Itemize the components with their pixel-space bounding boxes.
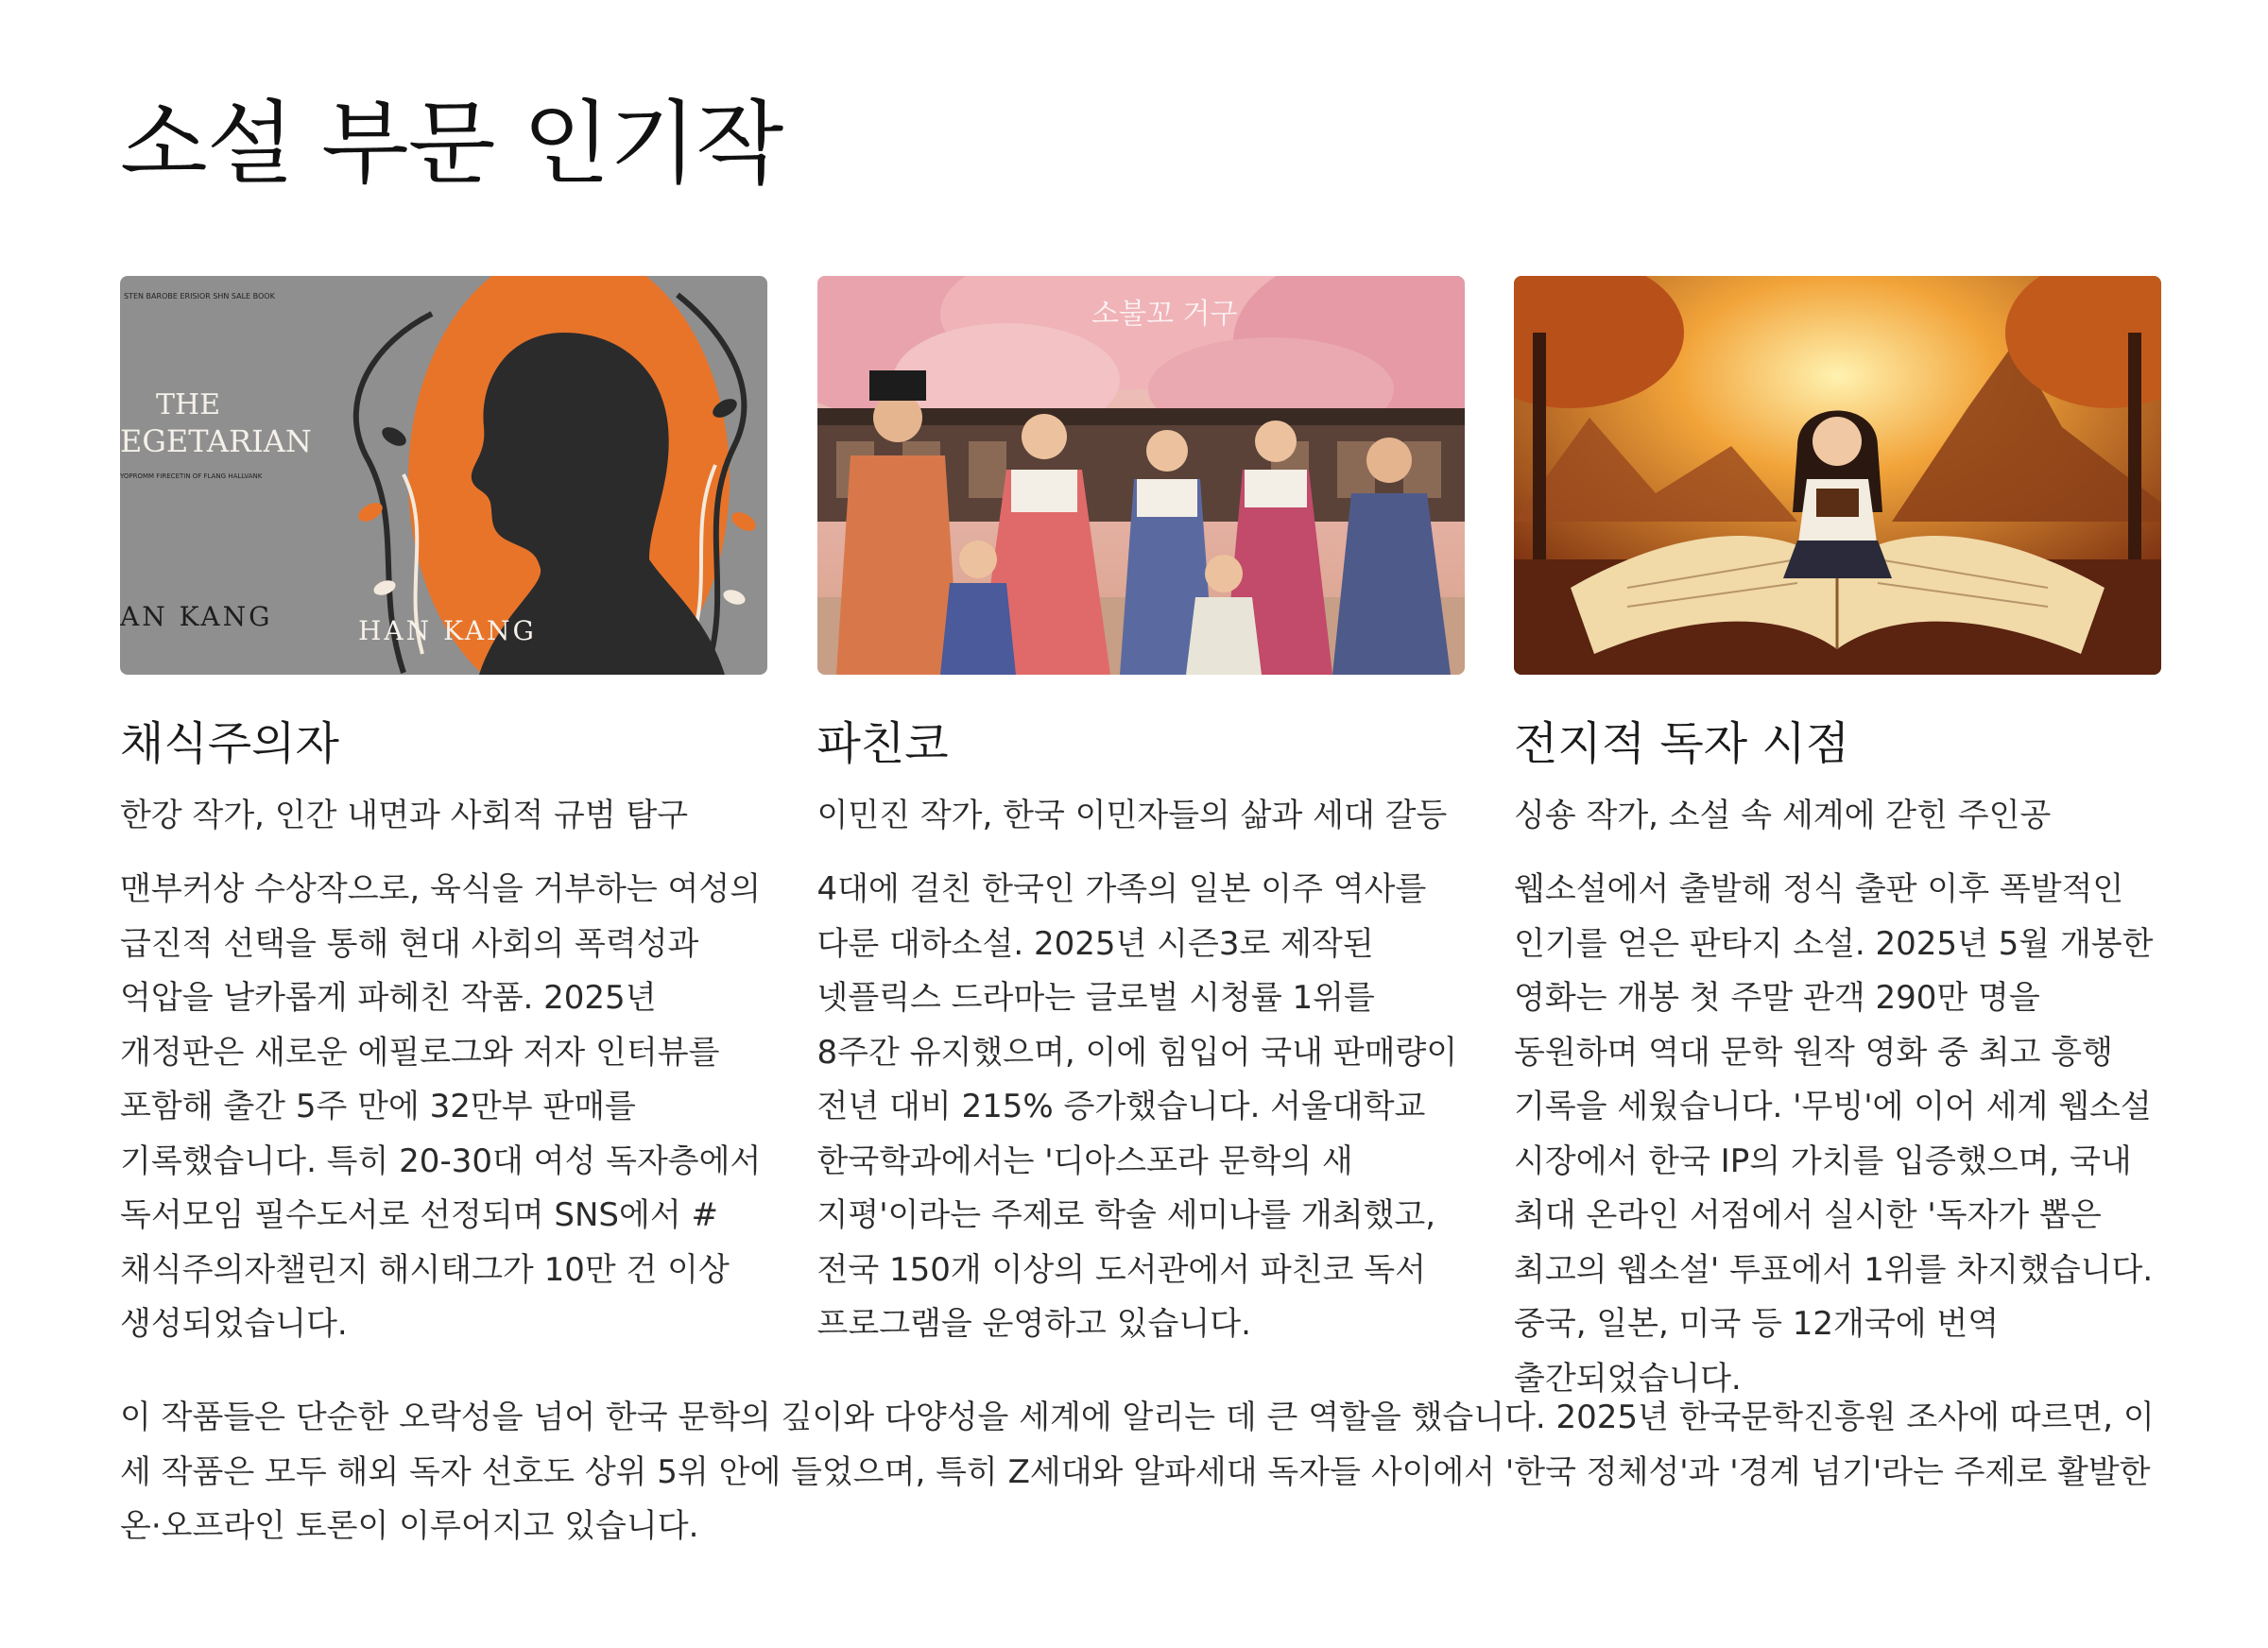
cover-title-line2: EGETARIAN [120,423,312,459]
book-title: 전지적 독자 시점 [1514,717,1850,770]
cover-small-text: STEN BAROBE ERISIOR SHN SALE BOOK [124,292,275,300]
book-card [817,276,1465,1406]
book-cover-image [817,276,1465,675]
book-card [1514,276,2161,1406]
book-description: 4대에 걸친 한국인 가족의 일본 이주 역사를 다룬 대하소설. 2025년 시즌3로 제작된 넷플릭스 드라마는 글로벌 시청률 1위를 8주간 유지했으며, 이에 힘입어 국내 판매량이 전년 대비 215% 증가했습니다. 서울대학교 한국학과에서는 '디아스포라 문학의 새 지평'이라는 주제로 학술 세미나를 개최했고, 전국 150개 이상의 도서관에서 파친코 독서 프로그램을 운영하고 있습니다. [816,870,1458,1344]
book-card-list [120,276,2161,1406]
omniscient-reader-illustration [1514,276,2161,675]
summary-paragraph: 이 작품들은 단순한 오락성을 넘어 한국 문학의 깊이와 다양성을 세계에 알리는 데 큰 역할을 했습니다. 2025년 한국문학진흥원 조사에 따르면, 이 세 작품은 모두 해외 독자 선호도 상위 5위 안에 들었으며, 특히 Z세대와 알파세대 독자들 사이에서 '한국 정체성'과 '경계 넘기'라는 주제로 활발한 온·오프라인 토론이 이루어지고 있습니다. [120,1399,2155,1545]
vegetarian-cover-illustration [120,276,767,675]
book-description: 맨부커상 수상작으로, 육식을 거부하는 여성의 급진적 선택을 통해 현대 사회의 폭력성과 억압을 날카롭게 파헤친 작품. 2025년 개정판은 새로운 에필로그와 저자 인터뷰를 포함해 출간 5주 만에 32만부 판매를 기록했습니다. 특히 20-30대 여성 독자층에서 독서모임 필수도서로 선정되며 SNS에서 #채식주의자챌린지 해시태그가 10만 건 이상 생성되었습니다. [120,870,762,1344]
book-title: 파친코 [816,717,949,770]
cover-overlay-text: 소불꼬 거구 [1091,298,1237,331]
book-subtitle: 한강 작가, 인간 내면과 사회적 규범 탐구 [120,797,689,835]
book-card [120,276,767,1406]
book-subtitle: 싱숑 작가, 소설 속 세계에 갇힌 주인공 [1514,797,2052,835]
book-description: 웹소설에서 출발해 정식 출판 이후 폭발적인 인기를 얻은 판타지 소설. 2025년 5월 개봉한 영화는 개봉 첫 주말 관객 290만 명을 동원하며 역대 문학 원작 영화 중 최고 흥행 기록을 세웠습니다. '무빙'에 이어 세계 웹소설 시장에서 한국 IP의 가치를 입증했으며, 국내 최대 온라인 서점에서 실시한 '독자가 뽑은 최고의 웹소설' 투표에서 1위를 차지했습니다. 중국, 일본, 미국 등 12개국에 번역 출간되었습니다. [1514,870,2154,1398]
book-title: 채식주의자 [120,717,339,770]
page-title: 소설 부문 인기작 [120,91,783,197]
cover-title-line1: THE [156,388,221,421]
book-subtitle: 이민진 작가, 한국 이민자들의 삶과 세대 갈등 [816,797,1448,835]
pachinko-family-illustration [817,276,1465,675]
book-cover-image [1514,276,2161,675]
cover-author-right: HAN KANG [358,615,537,646]
cover-byline: YOPROMM FIRECETIN OF FLANG HALLVANK [120,472,263,480]
book-cover-image [120,276,767,675]
cover-author-left: AN KANG [120,601,273,632]
